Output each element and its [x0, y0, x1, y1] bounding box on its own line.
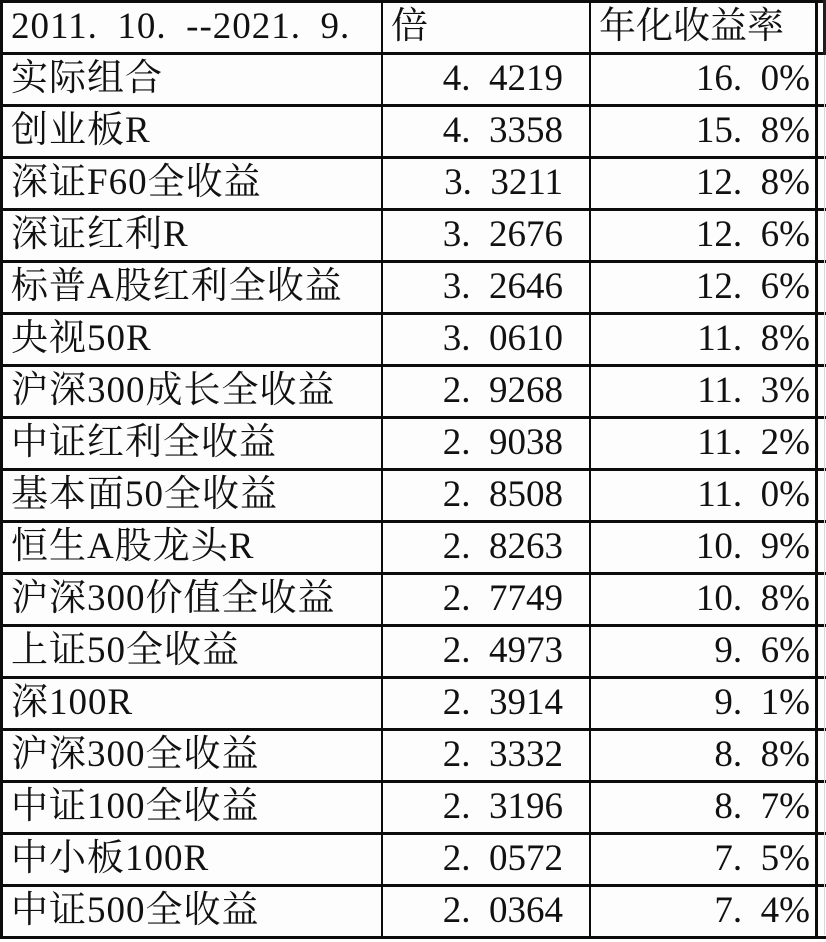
table-row: [0, 731, 826, 783]
annualized-return-cell: 7. 4%: [589, 887, 818, 936]
multiple-cell: 2. 9268: [381, 367, 589, 416]
multiple-cell: 2. 8263: [381, 523, 589, 572]
index-name-cell: 中证红利全收益: [0, 419, 381, 468]
index-name-cell: 深证红利R: [0, 211, 381, 260]
annualized-return-cell: 8. 7%: [589, 783, 818, 832]
table-row: [0, 211, 826, 263]
table-header-row: [0, 3, 826, 55]
index-name-cell: 实际组合: [0, 55, 381, 104]
multiple-cell: 4. 4219: [381, 55, 589, 104]
table-row: [0, 471, 826, 523]
annualized-return-cell: 15. 8%: [589, 107, 818, 156]
index-name-cell: 沪深300全收益: [0, 731, 381, 780]
index-name-cell: 深100R: [0, 679, 381, 728]
multiple-cell: 3. 2646: [381, 263, 589, 312]
index-name-cell: 中小板100R: [0, 835, 381, 884]
index-name-cell: 央视50R: [0, 315, 381, 364]
index-name-cell: 中证500全收益: [0, 887, 381, 936]
annualized-return-cell: 12. 8%: [589, 159, 818, 208]
period-header-cell: 2011. 10. --2021. 9.: [0, 3, 381, 52]
annualized-return-cell: 8. 8%: [589, 731, 818, 780]
multiple-cell: 2. 0572: [381, 835, 589, 884]
multiple-cell: 3. 2676: [381, 211, 589, 260]
annualized-return-header-cell: 年化收益率: [589, 3, 818, 52]
multiple-cell: 2. 4973: [381, 627, 589, 676]
annualized-return-cell: 9. 1%: [589, 679, 818, 728]
index-name-cell: 中证100全收益: [0, 783, 381, 832]
table-row: [0, 263, 826, 315]
annualized-return-cell: 10. 8%: [589, 575, 818, 624]
index-name-cell: 基本面50全收益: [0, 471, 381, 520]
multiple-cell: 3. 3211: [381, 159, 589, 208]
table-row: [0, 575, 826, 627]
table-body: [0, 55, 826, 939]
annualized-return-cell: 16. 0%: [589, 55, 818, 104]
index-name-cell: 沪深300成长全收益: [0, 367, 381, 416]
table-row: [0, 523, 826, 575]
index-name-cell: 标普A股红利全收益: [0, 263, 381, 312]
multiple-cell: 4. 3358: [381, 107, 589, 156]
table-row: [0, 887, 826, 939]
index-name-cell: 沪深300价值全收益: [0, 575, 381, 624]
annualized-return-cell: 11. 3%: [589, 367, 818, 416]
table-row: [0, 159, 826, 211]
adjacent-column-faint-gridline: [824, 55, 825, 935]
table-row: [0, 835, 826, 887]
table-row: [0, 783, 826, 835]
table-row: [0, 367, 826, 419]
table-row: [0, 315, 826, 367]
multiple-cell: 2. 9038: [381, 419, 589, 468]
table-row: [0, 55, 826, 107]
index-name-cell: 深证F60全收益: [0, 159, 381, 208]
multiple-cell: 2. 3914: [381, 679, 589, 728]
multiple-cell: 2. 8508: [381, 471, 589, 520]
annualized-return-cell: 11. 2%: [589, 419, 818, 468]
multiple-cell: 2. 3196: [381, 783, 589, 832]
table-row: [0, 627, 826, 679]
annualized-return-cell: 12. 6%: [589, 263, 818, 312]
annualized-return-cell: 11. 0%: [589, 471, 818, 520]
index-name-cell: 恒生A股龙头R: [0, 523, 381, 572]
annualized-return-cell: 11. 8%: [589, 315, 818, 364]
table-row: [0, 679, 826, 731]
annualized-return-cell: 7. 5%: [589, 835, 818, 884]
annualized-return-cell: 10. 9%: [589, 523, 818, 572]
multiple-cell: 2. 3332: [381, 731, 589, 780]
multiple-cell: 2. 7749: [381, 575, 589, 624]
multiple-cell: 2. 0364: [381, 887, 589, 936]
index-name-cell: 上证50全收益: [0, 627, 381, 676]
table-row: [0, 419, 826, 471]
annualized-return-cell: 12. 6%: [589, 211, 818, 260]
multiple-cell: 3. 0610: [381, 315, 589, 364]
table-row: [0, 107, 826, 159]
index-name-cell: 创业板R: [0, 107, 381, 156]
annualized-return-cell: 9. 6%: [589, 627, 818, 676]
multiple-header-cell: 倍: [381, 3, 589, 52]
